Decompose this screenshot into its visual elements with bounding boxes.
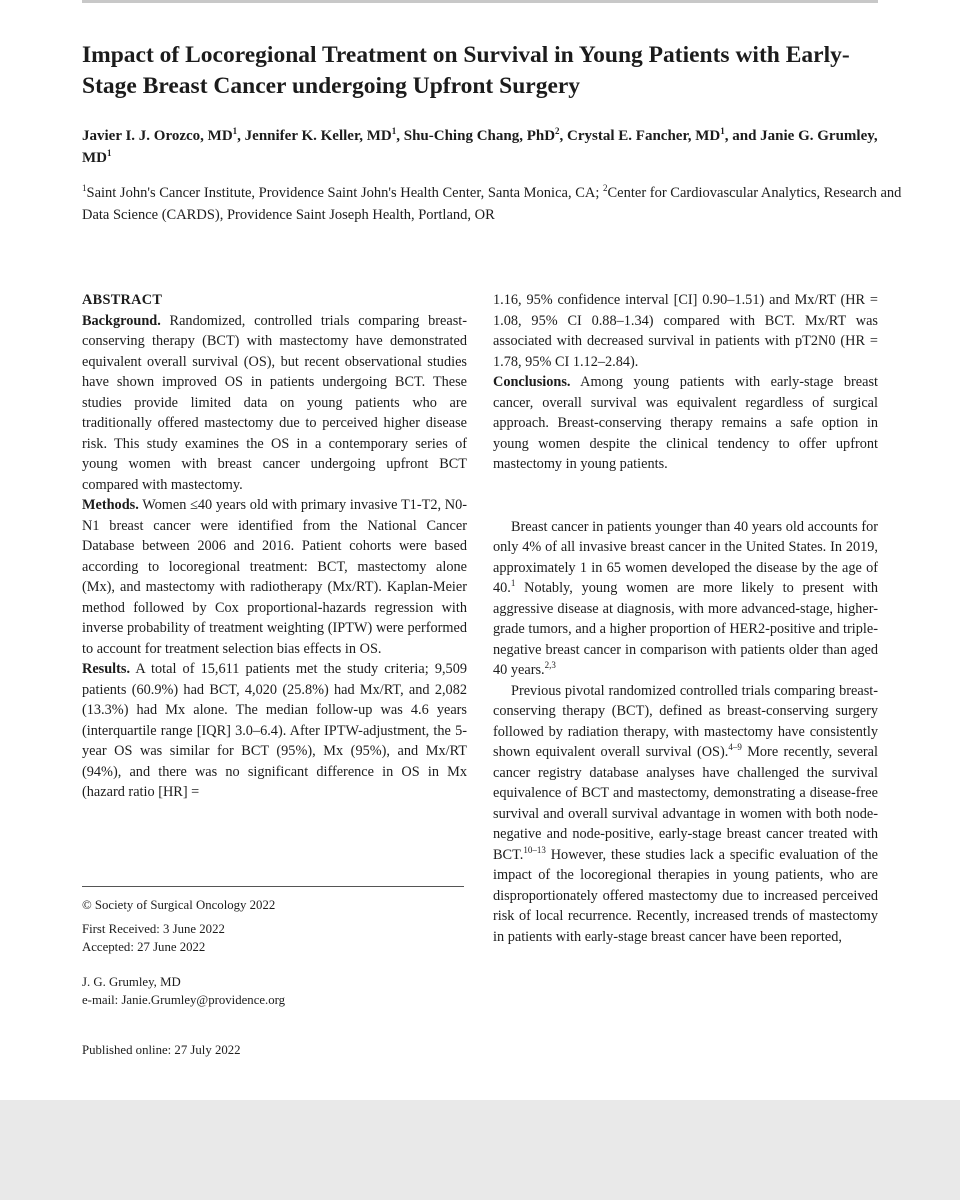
author-separator: , bbox=[559, 128, 568, 144]
author-affil-sup: 1 bbox=[107, 148, 112, 158]
paper-title: Impact of Locoregional Treatment on Survival in Young Patients with Early-Stage Breast Cancer undergoing Upfront Surgery bbox=[82, 42, 850, 99]
conclusions-text: Among young patients with early-stage breast cancer, overall survival was equivalent regardless of surgical approach. Breast-conserving therapy remains a safe option in young women despite the clinical tendency to offer upfront mastectomy in young patients. bbox=[493, 374, 878, 472]
abstract-conclusions bbox=[493, 372, 878, 475]
footnote-rule bbox=[82, 886, 464, 887]
bottom-gray-band bbox=[0, 1100, 960, 1200]
correspondence-email[interactable]: e-mail: Janie.Grumley@providence.org bbox=[82, 993, 286, 1007]
author-name: Janie G. Grumley, MD bbox=[82, 128, 878, 166]
abstract-results bbox=[82, 659, 467, 803]
conclusions-label: Conclusions. bbox=[493, 374, 571, 390]
copyright-note: © Society of Surgical Oncology 2022 bbox=[82, 898, 276, 912]
background-label: Background. bbox=[82, 312, 161, 329]
body-text: More recently, several cancer registry database analyses have challenged the survival equivalence of BCT and mastectomy, demonstrating a disease-free survival and overall survival advantage in women with both node-negative and node-positive, early-stage breast cancer treated with BCT. bbox=[493, 744, 878, 863]
body-text: Previous pivotal randomized controlled trials comparing breast-conserving therapy (BCT), defined as breast-conserving surgery followed by radiation therapy, with mastectomy have consistently shown equivalent overall survival (OS). bbox=[493, 682, 878, 760]
accepted-date: Accepted: 27 June 2022 bbox=[82, 940, 206, 954]
affiliation-text: Saint John's Cancer Institute, Providence Saint John's Health Center, Santa Monica, CA; bbox=[86, 185, 603, 201]
author-affil-sup: 2 bbox=[555, 126, 560, 136]
author-affil-sup: 1 bbox=[391, 126, 397, 136]
citation-ref[interactable]: 2,3 bbox=[544, 660, 556, 671]
methods-label: Methods. bbox=[82, 497, 139, 513]
author-name: Crystal E. Fancher, MD bbox=[567, 128, 721, 144]
author-separator: , and bbox=[724, 128, 761, 144]
author-name: Javier I. J. Orozco, MD bbox=[82, 128, 233, 144]
citation-ref[interactable]: 4–9 bbox=[728, 742, 742, 753]
citation-ref[interactable]: 1 bbox=[510, 578, 516, 589]
abstract-methods bbox=[82, 495, 467, 659]
body-paragraph-1 bbox=[493, 517, 878, 681]
right-column bbox=[493, 290, 878, 947]
abstract-results-continued: 1.16, 95% confidence interval [CI] 0.90–1.51) and Mx/RT (HR = 1.08, 95% CI 0.88–1.34) compared with BCT. Mx/RT was associated with decreased survival in patients with pT2N0 (HR = 1.78, 95% CI 1.12–2.84). bbox=[493, 292, 878, 370]
correspondence bbox=[82, 973, 285, 1009]
body-text: Notably, young women are more likely to present with aggressive disease at diagnosis, with more advanced-stage, higher-grade tumors, and a higher proportion of HER2-positive and triple-negative breast cancer in comparison with patients older than aged 40 years. bbox=[493, 580, 878, 678]
background-text: Randomized, controlled trials comparing breast-conserving therapy (BCT) with mastectomy have demonstrated equivalent overall survival (OS), but recent observational studies have shown improved OS in patients undergoing BCT. These studies provide limited data on young patients who are traditionally offered mastectomy due to perceived higher disease risk. This study examines the OS in a contemporary series of young women with breast cancer undergoing upfront BCT compared with mastectomy. bbox=[82, 312, 467, 493]
citation-ref[interactable]: 10–13 bbox=[523, 844, 546, 855]
section-gap bbox=[493, 475, 878, 517]
top-rule bbox=[82, 0, 878, 3]
author-separator: , bbox=[396, 128, 404, 144]
affil-sup: 2 bbox=[603, 183, 608, 194]
left-column bbox=[82, 290, 467, 803]
affiliation-text: Center for Cardiovascular Analytics, Research and Data Science (CARDS), Providence Saint Joseph Health, Portland, OR bbox=[82, 185, 902, 223]
body-paragraph-2 bbox=[493, 681, 878, 948]
abstract-heading: ABSTRACT bbox=[82, 292, 163, 308]
author-name: Jennifer K. Keller, MD bbox=[244, 128, 392, 144]
received-dates bbox=[82, 920, 225, 956]
body-text: However, these studies lack a specific evaluation of the impact of the locoregional therapies in young patients, who are disproportionately offered mastectomy due to increased perceived risk of local recurrence. Recently, increased trends of mastectomy in patients with early-stage breast cancer have been reported, bbox=[493, 846, 878, 945]
results-text: A total of 15,611 patients met the study criteria; 9,509 patients (60.9%) had BCT, 4,020 (25.8%) had Mx/RT, and 2,082 (13.3%) had Mx alone. The median follow-up was 4.6 years (interquartile range [IQR] 3.0–6.4). After IPTW-adjustment, the 5-year OS was similar for BCT (95%), Mx (95%), and Mx/RT (94%), and there was no significant difference in OS in Mx (hazard ratio [HR] = bbox=[82, 661, 467, 800]
affil-sup: 1 bbox=[82, 183, 87, 194]
results-label: Results. bbox=[82, 661, 131, 677]
author-affil-sup: 1 bbox=[232, 126, 238, 136]
author-list bbox=[82, 125, 882, 169]
methods-text: Women ≤40 years old with primary invasive T1-T2, N0-N1 breast cancer were identified from the National Cancer Database between 2006 and 2016. Patient cohorts were based according to locoregional treatment: BCT, mastectomy alone (Mx), and mastectomy with radiotherapy (Mx/RT). Kaplan-Meier method followed by Cox proportional-hazards regression with inverse probability of treatment weighting (IPTW) were performed to account for treatment selection bias effects in OS. bbox=[82, 497, 467, 657]
published-date: Published online: 27 July 2022 bbox=[82, 1043, 241, 1057]
abstract-background bbox=[82, 311, 467, 496]
received-date: First Received: 3 June 2022 bbox=[82, 922, 225, 936]
author-separator: , bbox=[237, 128, 245, 144]
body-text: Breast cancer in patients younger than 40 years old accounts for only 4% of all invasive breast cancer in the United States. In 2019, approximately 1 in 65 women developed the disease by the age of 40. bbox=[493, 518, 878, 596]
correspondence-name: J. G. Grumley, MD bbox=[82, 975, 181, 989]
affiliations bbox=[82, 182, 902, 226]
author-name: Shu-Ching Chang, PhD bbox=[403, 128, 556, 144]
author-affil-sup: 1 bbox=[720, 126, 725, 136]
